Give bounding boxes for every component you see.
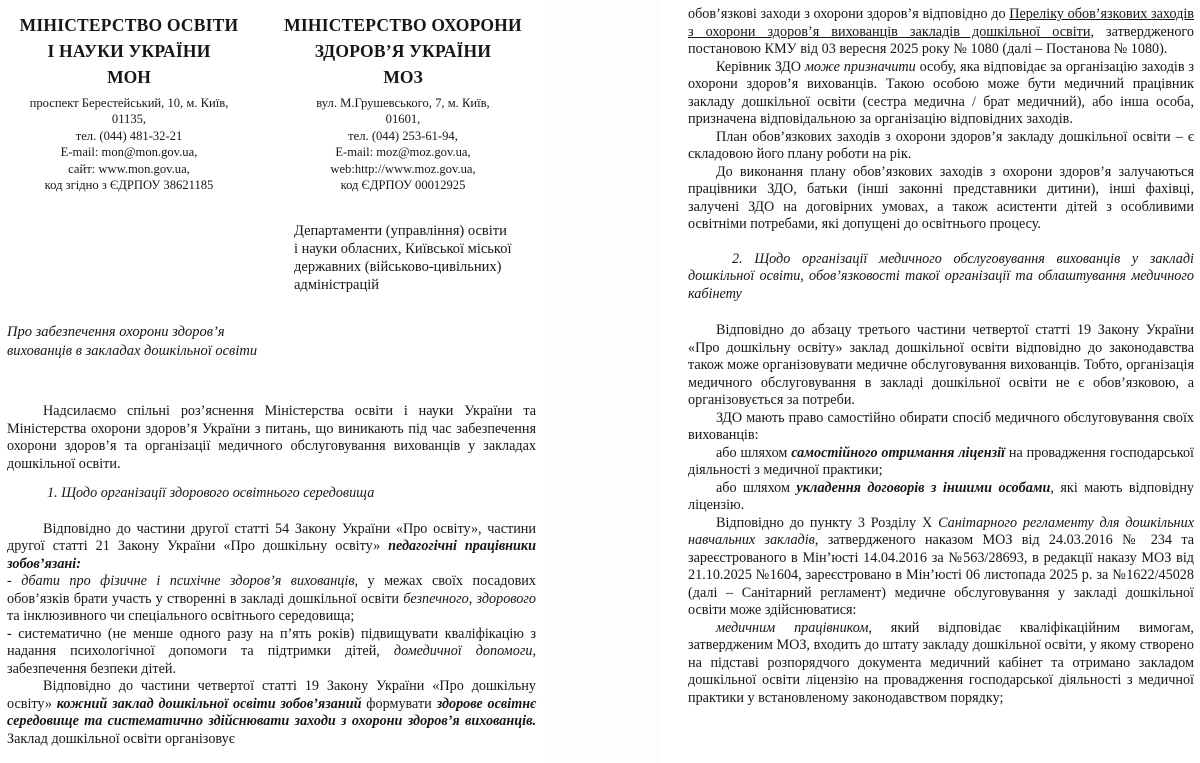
text-run: Заклад дошкільної освіти організовує [7,730,235,747]
option-own-license [688,445,1194,480]
text-run: затвердженого постановою КМУ від 03 вересня 2025 року № 1080 (далі – Постанова № 1080). [688,23,1194,57]
recipient-line: адміністрацій [294,277,379,293]
bullet-health-care [7,573,536,626]
paragraph-annual-plan: План обов’язкових заходів з охорони здоров’я закладу дошкільної освіти – є складовою його плану роботи на рік. [688,128,1194,162]
regulation-list-link[interactable]: Переліку обов’язкових заходів з охорони здоров’я вихованців закладів дошкільної освіти, [688,6,1194,40]
text-run: , затвердженого наказом МОЗ від 24.03.2016 № 234 та зареєстрованого в Мін’юсті 14.04.2016 за №563/28693, в редакції наказу МОЗ від 21.10.2025 №1604, зареєстровано в Мін’юсті 06 листопада 2025 р. за №1622/45028 (далі – Санітарний регламент) медичне обслуговування у закладі дошкільної освіти може здійснюватися: [688,532,1194,618]
emphasis-text: педагогічні працівники зобов’язані: [7,538,537,572]
text-run: або шляхом [716,444,788,461]
emphasis-text: Санітарного регламенту для дошкільних навчальних закладів [688,514,1194,548]
mon-phone: тел. (044) 481-32-21 [75,128,183,143]
moz-letterhead [272,12,534,193]
page-gutter [546,0,660,763]
emphasis-text: безпечного, здорового [403,590,536,607]
recipient-line: державних (військово-цивільних) [294,259,502,275]
emphasis-text: дбати про фізичне і психічне здоров’я вихованців [21,573,355,589]
emphasis-text: здорове освітнє середовище та систематично здійснювати заходи з охорони здоров’я вихованців. [7,695,536,729]
paragraph-institution-duties [7,678,536,748]
letter-page-1 [0,0,546,763]
emphasis-text: кожний заклад дошкільної освіти зобов’язаний [56,695,362,712]
subject-line: вихованців в закладах дошкільної освіти [7,342,258,359]
emphasis-text: укладення договорів з іншими особами [796,479,1051,496]
mon-address-line1: проспект Берестейський, 10, м. Київ, [29,96,229,110]
mon-name-line2: І НАУКИ УКРАЇНИ [47,41,211,61]
recipient-block [294,222,539,294]
section-1-heading: 1. Щодо організації здорового освітнього середовища [47,485,375,501]
moz-name-line1: МІНІСТЕРСТВО ОХОРОНИ [284,15,522,35]
text-run: на провадження господарської діяльності з медичної практики; [688,444,1195,478]
paragraph-teachers-duties [7,521,536,574]
text-run: обов’язкові заходи з охорони здоров’я відповідно до [688,6,1006,22]
text-run: особу, яка відповідає за організацію заходів з охорони здоров’я вихованців. Такою особою може бути медичний працівник закладу дошкільної освіти (сестра медична / брат медичний), або інша особа, призначена відповідальною за організацію відповідних заходів. [688,58,1195,127]
mon-site: сайт: www.mon.gov.ua, [68,161,190,176]
moz-email: E-mail: moz@moz.gov.ua, [335,145,471,160]
paragraph-medical-service-optional: Відповідно до абзацу третього частини четвертої статті 19 Закону України «Про дошкільну освіту» заклад дошкільної освіти відповідно до законодавства також може організовувати медичне обслуговування вихованців. Тобто, організація медичного обслуговування в закладі дошкільної освіти не є обов’язковою, а організовується за потреби. [688,322,1194,408]
mon-email: E-mail: mon@mon.gov.ua, [60,145,198,160]
paragraph-head-appoints [688,59,1194,129]
letter-page-2 [660,0,1200,763]
text-run: , у межах своїх посадових обов’язків брати участь у створенні в закладі дошкільної освіти [7,573,536,607]
mon-letterhead [0,12,258,193]
text-run: та інклюзивного чи спеціального освітнього середовища; [7,608,355,624]
text-run: , який відповідає кваліфікаційним вимогам, затвердженим МОЗ, входить до штату закладу дошкільної освіти, у якому створено на підставі розпорядчого документа медичний кабінет та отримано закладом дошкільної освіти ліцензію на провадження господарської діяльності з медичної практики у встановленому законодавством порядку; [688,619,1194,706]
text-run: , які мають відповідну ліцензію. [688,479,1195,513]
moz-edrpou-code: код ЄДРПОУ 00012925 [340,178,466,193]
intro-paragraph: Надсилаємо спільні роз’яснення Міністерства освіти і науки України та Міністерства охорони здоров’я України з питань, що виникають під час забезпечення охорони здоров’я та організації медичного обслуговування вихованців у закладах дошкільної освіти. [7,403,536,472]
section-2-heading: 2. Щодо організації медичного обслуговування вихованців у закладі дошкільної освіти, обов’язковості такої організації та облаштування медичного кабінету [688,250,1194,302]
paragraph-mandatory-measures [688,6,1194,59]
text-run: формувати [361,695,432,712]
mon-name-line1: МІНІСТЕРСТВО ОСВІТИ [19,15,239,35]
text-run: Відповідно до частини четвертої статті 19 Закону України «Про дошкільну освіту» [7,678,536,712]
bullet-qualification [7,626,536,679]
paragraph-medical-worker [688,620,1194,708]
text-run: Керівник ЗДО [716,58,802,75]
letter-body-left [7,403,536,748]
mon-address-line2: 01135, [111,112,147,127]
moz-address-line1: вул. М.Грушевського, 7, м. Київ, [316,96,490,110]
dash-marker: - [7,573,22,589]
letter-subject [7,323,307,360]
paragraph-choose-method: ЗДО мають право самостійно обирати спосіб медичного обслуговування своїх вихованців: [688,409,1194,443]
moz-abbreviation: МОЗ [383,67,423,87]
moz-address-line2: 01601, [385,112,421,127]
text-run: Відповідно до пункту 3 Розділу X [716,514,933,531]
option-contracts [688,480,1194,515]
subject-line: Про забезпечення охорони здоров’я [7,324,225,340]
recipient-line: Департаменти (управління) освіти [294,223,507,239]
emphasis-text: домедичної допомоги [393,643,533,659]
moz-phone: тел. (044) 253-61-94, [348,128,458,143]
letter-body-right [688,6,1194,707]
mon-edrpou-code: код згідно з ЄДРПОУ 38621185 [44,178,214,193]
text-run: Відповідно до частини другої статті 54 Закону України «Про освіту», частини другої статті 21 Закону України «Про дошкільну освіту» [7,520,536,554]
text-run: або шляхом [716,479,790,496]
mon-abbreviation: МОН [107,67,151,87]
emphasis-text: самостійного отримання ліцензії [791,444,1005,461]
emphasis-text: медичним працівником [716,619,869,636]
moz-site: web:http://www.moz.gov.ua, [330,161,476,176]
text-run: , забезпечення безпеки дітей. [7,643,536,677]
paragraph-sanitary-regulation [688,515,1194,620]
paragraph-plan-participants: До виконання плану обов’язкових заходів з охорони здоров’я залучаються працівники ЗДО, батьки (інші законні представники дитини), інші фахівці, залучені ЗДО на договірних умовах, а також асистенти дітей з особливими освітніми потребами, які допущені до освітнього процесу. [688,163,1194,232]
recipient-line: і науки обласних, Київської міської [294,241,512,257]
emphasis-text: може призначити [804,58,916,75]
text-run: - систематично (не менше одного разу на п’ять років) підвищувати кваліфікацію з надання психологічної допомоги та підтримки дітей, [7,625,536,659]
moz-name-line2: ЗДОРОВ’Я УКРАЇНИ [314,41,492,61]
